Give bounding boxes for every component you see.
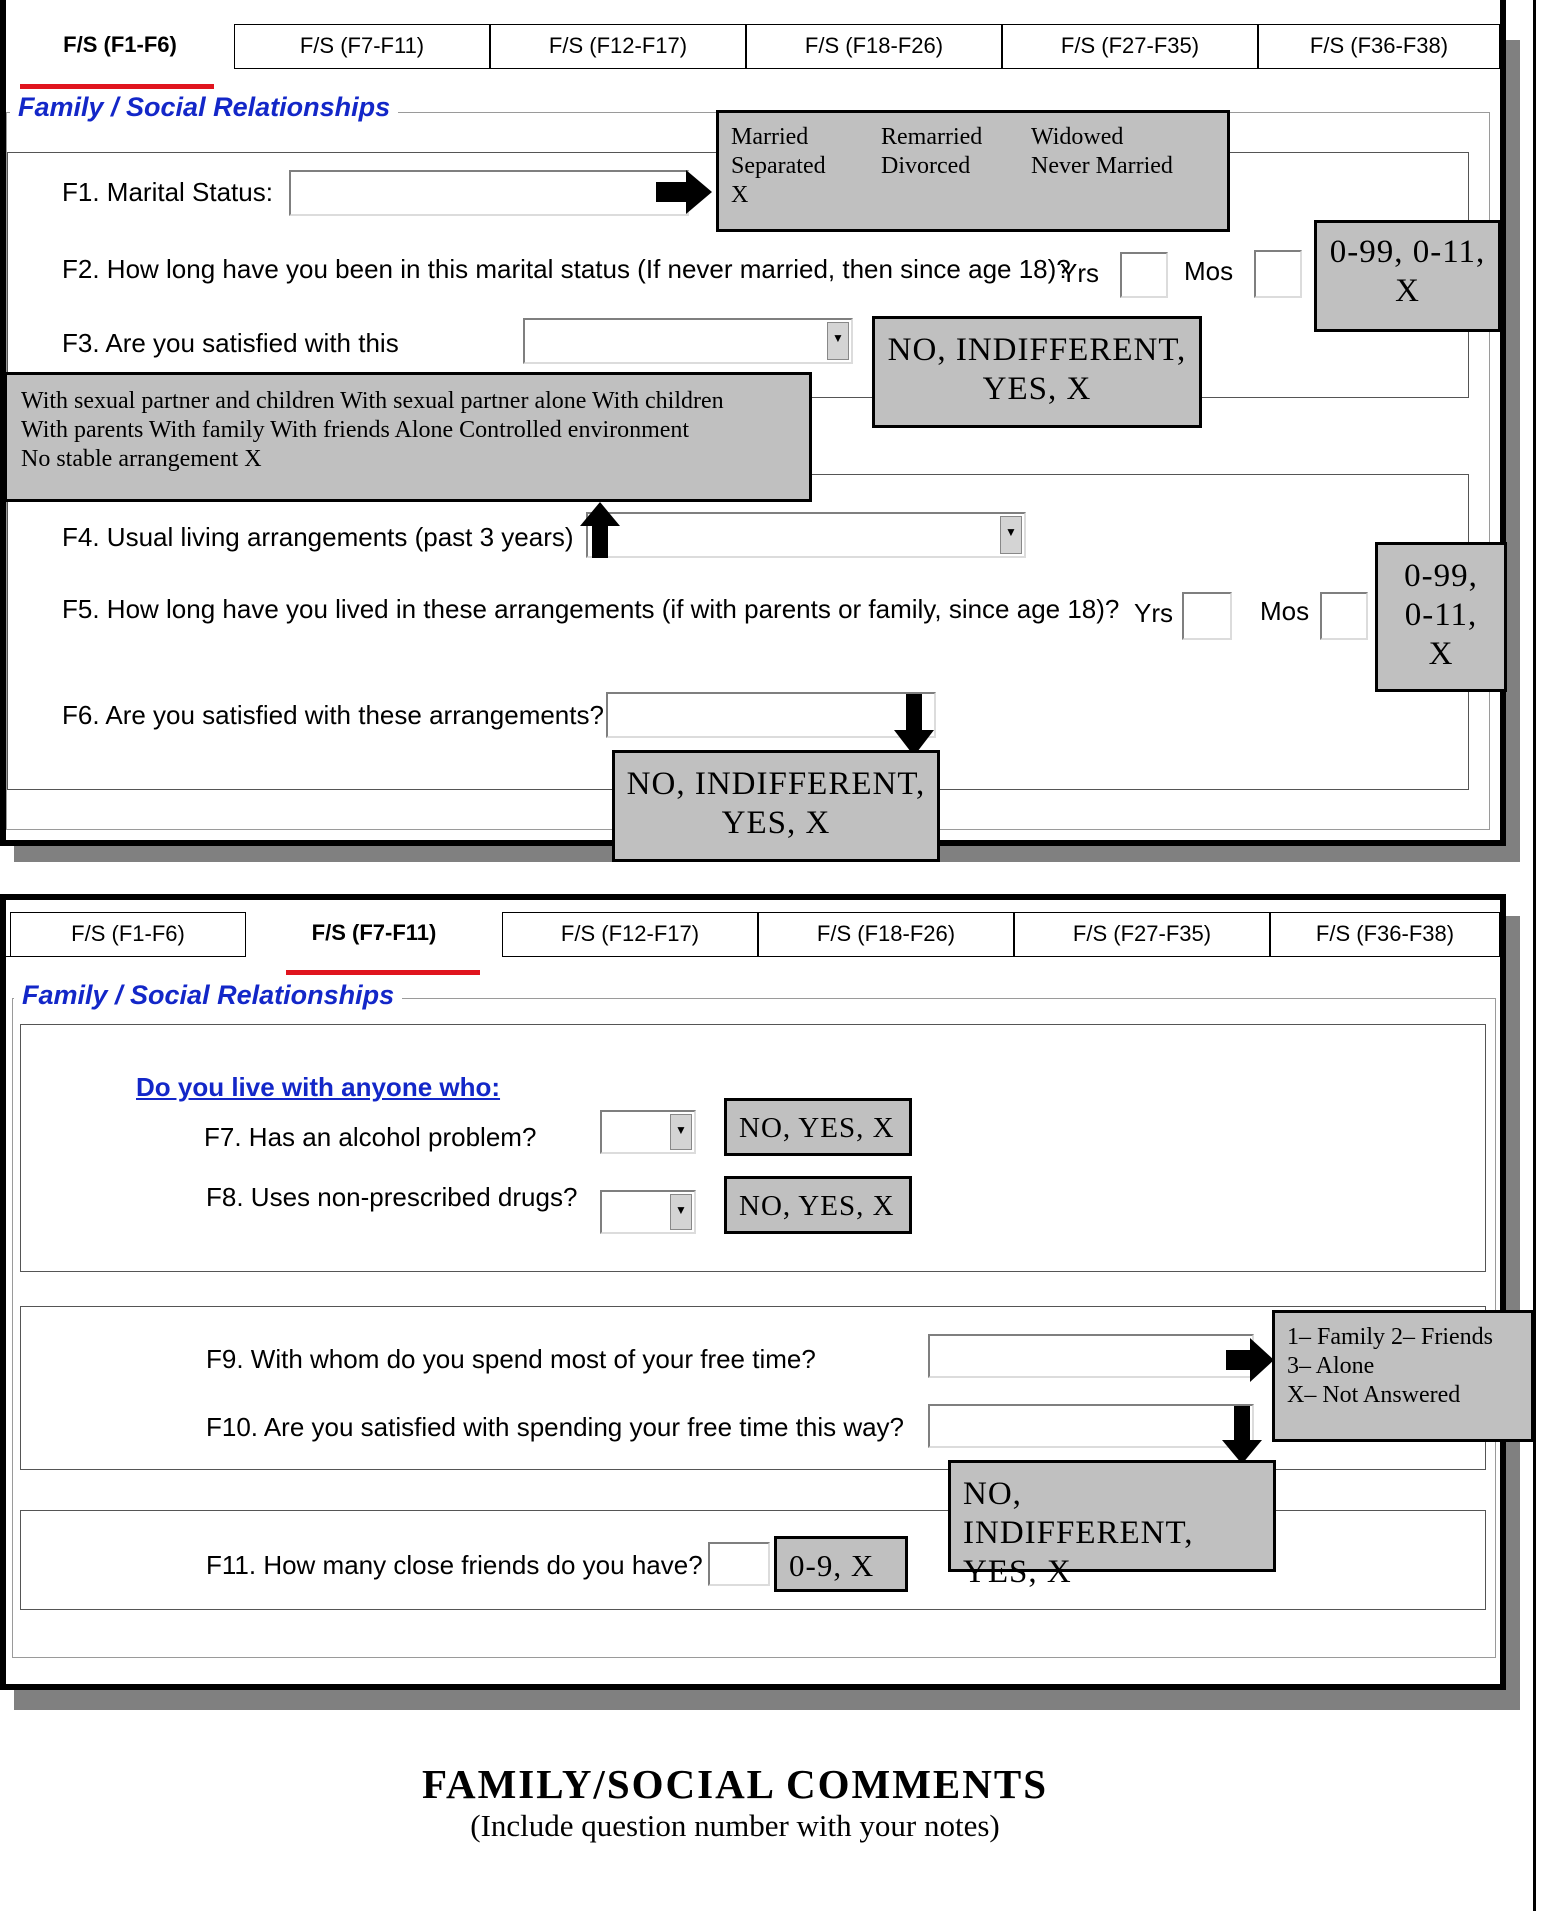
question-f4: F4. Usual living arrangements (past 3 years) xyxy=(62,522,574,552)
question-f5: F5. How long have you lived in these arrangements (if with parents or family, since age 18)? xyxy=(62,594,1120,624)
option-never-married: Never Married xyxy=(1031,153,1173,179)
f3-satisfied-select[interactable] xyxy=(523,318,853,364)
living-with-subheading: Do you live with anyone who: xyxy=(136,1072,501,1102)
f11-range-callout xyxy=(774,1536,908,1592)
f2-years-input[interactable] xyxy=(1120,252,1168,298)
f8-select[interactable] xyxy=(600,1190,696,1234)
section-title: Family / Social Relationships xyxy=(10,92,398,123)
f7-select[interactable] xyxy=(600,1110,696,1154)
tab-f18-f26[interactable]: F/S (F18-F26) xyxy=(746,24,1002,68)
callout-line: With sexual partner and children With sexual partner alone With children xyxy=(21,388,724,414)
active-tab-indicator xyxy=(20,84,214,89)
question-f11: F11. How many close friends do you have? xyxy=(206,1550,703,1580)
callout-line: 0-99, xyxy=(1404,558,1478,594)
panel2-shadow-bottom xyxy=(14,1690,1520,1710)
arrow-down-icon xyxy=(894,694,934,756)
question-f7: F7. Has an alcohol problem? xyxy=(204,1122,537,1152)
question-f9: F9. With whom do you spend most of your free time? xyxy=(206,1344,816,1374)
arrow-right-icon xyxy=(656,170,712,214)
marital-row-1 xyxy=(731,123,1215,152)
f5-range-callout xyxy=(1375,542,1507,692)
callout-line: NO, YES, X xyxy=(739,1190,895,1222)
f6-satisfied-select[interactable] xyxy=(606,692,936,738)
tab-f1-f6[interactable]: F/S (F1-F6) xyxy=(6,24,234,68)
chevron-down-icon[interactable]: ▼ xyxy=(670,1114,692,1150)
page-right-rule xyxy=(1533,0,1536,1911)
chevron-down-icon[interactable]: ▼ xyxy=(670,1194,692,1230)
callout-line: YES, X xyxy=(963,1554,1072,1590)
option-divorced: Divorced xyxy=(881,153,971,179)
tab-baseline xyxy=(234,68,1500,69)
arrow-down-icon xyxy=(1222,1406,1262,1464)
question-f1: F1. Marital Status: xyxy=(62,177,273,207)
tab-f7-f11[interactable]: F/S (F7-F11) xyxy=(234,24,490,68)
f2-range-callout xyxy=(1314,220,1501,332)
option-separated: Separated xyxy=(731,153,826,179)
tab-f7-f11[interactable]: F/S (F7-F11) xyxy=(246,912,502,956)
arrow-up-icon xyxy=(580,502,620,558)
callout-line: NO, YES, X xyxy=(739,1112,895,1144)
marital-options-callout xyxy=(716,110,1230,232)
question-f8: F8. Uses non-prescribed drugs? xyxy=(206,1182,578,1212)
comments-subtitle: (Include question number with your notes) xyxy=(470,1808,1000,1843)
callout-line: YES, X xyxy=(982,371,1092,407)
callout-line: NO, INDIFFERENT, xyxy=(963,1476,1194,1551)
question-f10: F10. Are you satisfied with spending your free time this way? xyxy=(206,1412,905,1442)
callout-line: 3– Alone xyxy=(1287,1353,1375,1379)
panel1-shadow xyxy=(1506,40,1520,862)
callout-line: X xyxy=(1395,273,1420,309)
f8-yesno-callout xyxy=(724,1176,912,1234)
f2-months-input[interactable] xyxy=(1254,250,1302,298)
callout-line: No stable arrangement X xyxy=(21,446,262,472)
f11-input[interactable] xyxy=(708,1542,770,1586)
callout-line: With parents With family With friends Alone Controlled environment xyxy=(21,417,690,443)
f10-satisfied-callout xyxy=(948,1460,1276,1590)
chevron-down-icon[interactable]: ▼ xyxy=(827,322,849,360)
question-f2: F2. How long have you been in this marital status (If never married, then since age 18)? xyxy=(62,254,1071,284)
callout-line: NO, INDIFFERENT, xyxy=(887,332,1187,368)
f5-months-label: Mos xyxy=(1260,596,1310,626)
form-panel-f7-f11 xyxy=(0,894,1506,1690)
f5-years-label: Yrs xyxy=(1134,598,1173,628)
callout-line: 1– Family 2– Friends xyxy=(1287,1324,1494,1350)
tab-f27-f35[interactable]: F/S (F27-F35) xyxy=(1002,24,1258,68)
tab-f12-f17[interactable]: F/S (F12-F17) xyxy=(502,912,758,956)
option-x: X xyxy=(731,182,749,208)
marital-status-select[interactable] xyxy=(289,170,689,216)
f3-satisfied-callout xyxy=(872,316,1202,428)
option-married: Married xyxy=(731,124,809,150)
f5-months-input[interactable] xyxy=(1320,592,1368,640)
callout-line: X xyxy=(1428,636,1454,672)
tab-f1-f6[interactable]: F/S (F1-F6) xyxy=(10,912,246,956)
active-tab-indicator xyxy=(286,970,480,975)
question-f6: F6. Are you satisfied with these arrangements? xyxy=(62,700,604,730)
option-remarried: Remarried xyxy=(881,124,983,150)
question-f3: F3. Are you satisfied with this xyxy=(62,328,399,358)
tab-baseline xyxy=(6,956,246,957)
tab-f27-f35[interactable]: F/S (F27-F35) xyxy=(1014,912,1270,956)
tab-f36-f38[interactable]: F/S (F36-F38) xyxy=(1258,24,1500,68)
callout-line: X– Not Answered xyxy=(1287,1382,1461,1408)
f2-months-label: Mos xyxy=(1184,256,1234,286)
tab-f36-f38[interactable]: F/S (F36-F38) xyxy=(1270,912,1500,956)
f9-select[interactable] xyxy=(928,1334,1254,1378)
f2-years-label: Yrs xyxy=(1060,258,1099,288)
f7-yesno-callout xyxy=(724,1098,912,1156)
callout-line: 0-11, xyxy=(1404,597,1478,633)
section-title: Family / Social Relationships xyxy=(14,980,402,1011)
tab-baseline xyxy=(502,956,1500,957)
chevron-down-icon[interactable]: ▼ xyxy=(1000,516,1022,554)
group-f9-f10 xyxy=(20,1306,1486,1470)
callout-line: NO, INDIFFERENT, xyxy=(626,766,926,802)
tab-f12-f17[interactable]: F/S (F12-F17) xyxy=(490,24,746,68)
marital-row-2 xyxy=(731,152,1215,181)
callout-line: 0-99, 0-11, xyxy=(1329,234,1486,270)
freetime-options-callout xyxy=(1272,1310,1534,1442)
tab-f18-f26[interactable]: F/S (F18-F26) xyxy=(758,912,1014,956)
f4-living-select[interactable] xyxy=(586,512,1026,558)
f6-satisfied-callout xyxy=(612,750,940,862)
arrow-right-icon xyxy=(1226,1338,1274,1382)
living-options-callout xyxy=(4,372,812,502)
comments-title: FAMILY/SOCIAL COMMENTS xyxy=(421,1761,1049,1807)
option-widowed: Widowed xyxy=(1031,124,1124,150)
callout-line: 0-9, X xyxy=(789,1548,875,1583)
f5-years-input[interactable] xyxy=(1182,592,1232,640)
f10-select[interactable] xyxy=(928,1404,1254,1448)
callout-line: YES, X xyxy=(721,805,831,841)
